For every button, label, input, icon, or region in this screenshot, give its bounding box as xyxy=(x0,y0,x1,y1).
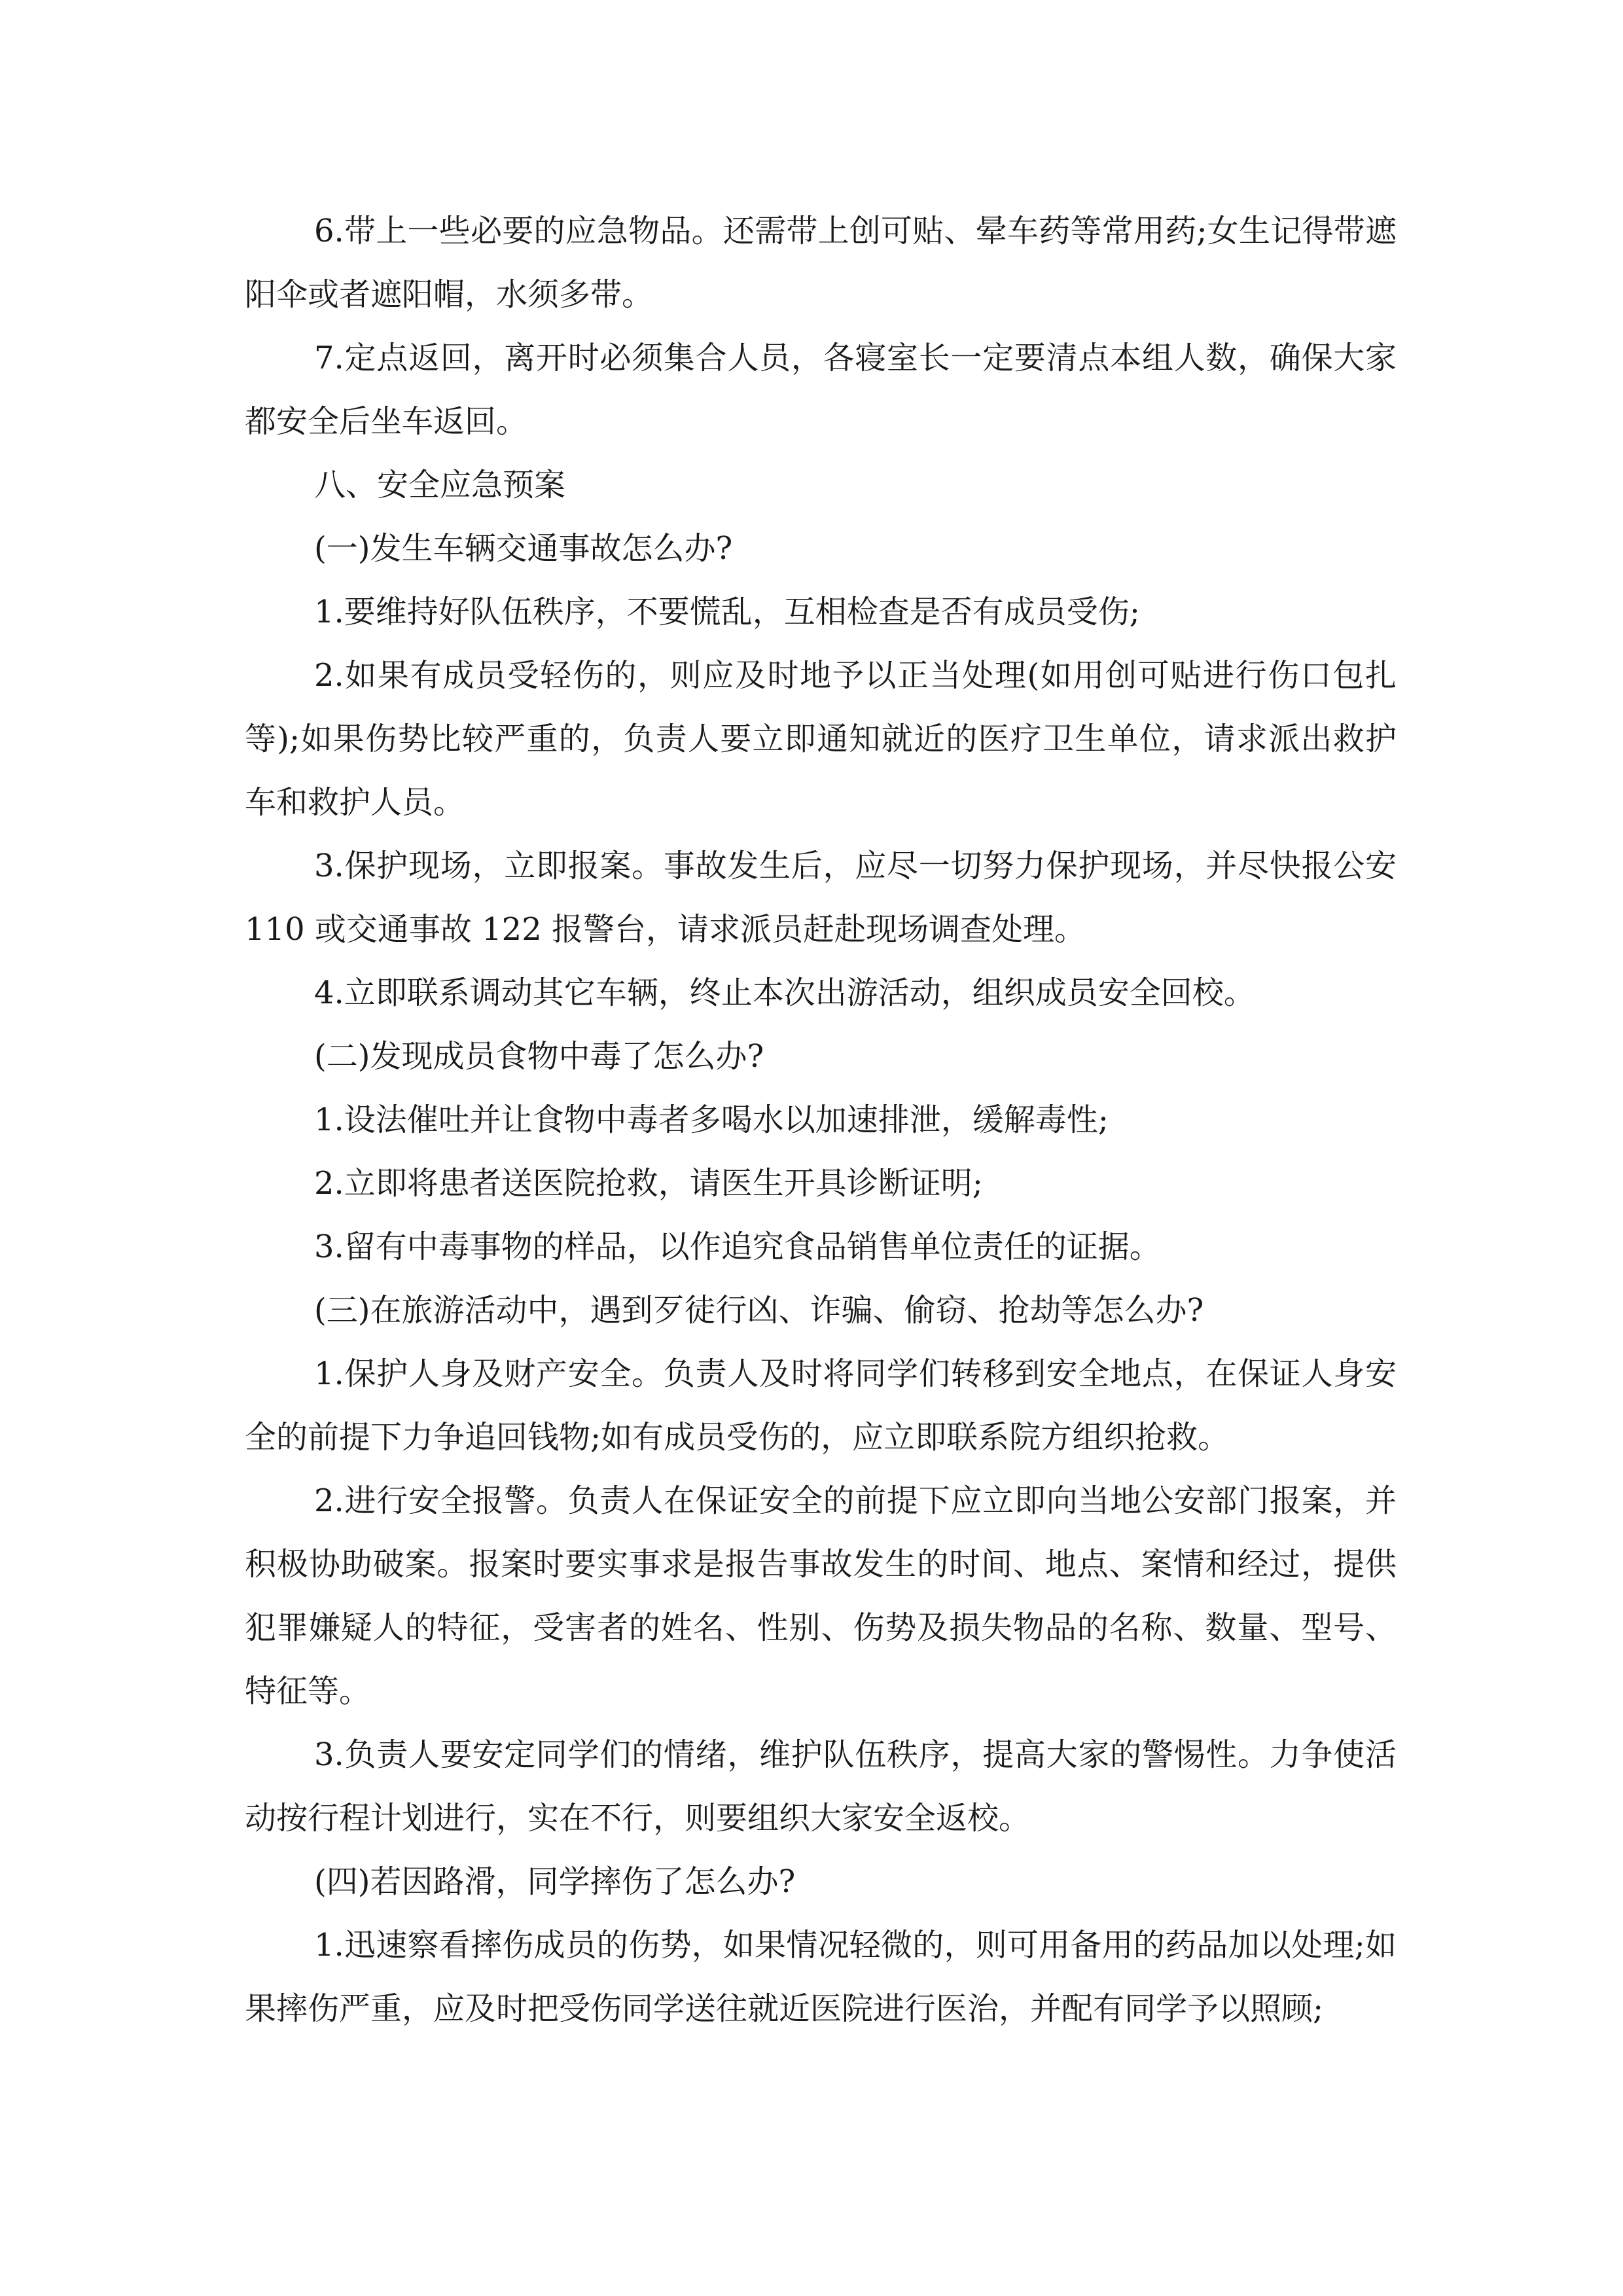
paragraph-traffic-3: 3.保护现场，立即报案。事故发生后，应尽一切努力保护现场，并尽快报公安 110 或交通事故 122 报警台，请求派员赶赴现场调查处理。 xyxy=(245,848,1397,948)
paragraph-traffic-1: 1.要维持好队伍秩序，不要慌乱，互相检查是否有成员受伤; xyxy=(314,594,1140,630)
paragraph-item-7: 7.定点返回，离开时必须集合人员，各寝室长一定要清点本组人数，确保大家都安全后坐车返回。 xyxy=(245,340,1397,440)
paragraph-item-6: 6.带上一些必要的应急物品。还需带上创可贴、晕车药等常用药;女生记得带遮阳伞或者遮阳帽，水须多带。 xyxy=(245,213,1397,313)
subsection-heading-4: (四)若因路滑，同学摔伤了怎么办? xyxy=(314,1863,796,1900)
document-body xyxy=(245,200,1397,2041)
paragraph-traffic-2: 2.如果有成员受轻伤的，则应及时地予以正当处理(如用创可贴进行伤口包扎等);如果伤势比较严重的，负责人要立即通知就近的医疗卫生单位，请求派出救护车和救护人员。 xyxy=(245,657,1397,821)
subsection-heading-1: (一)发生车辆交通事故怎么办? xyxy=(314,530,733,567)
subsection-heading-2: (二)发现成员食物中毒了怎么办? xyxy=(314,1038,764,1075)
paragraph-crime-1: 1.保护人身及财产安全。负责人及时将同学们转移到安全地点，在保证人身安全的前提下力争追回钱物;如有成员受伤的，应立即联系院方组织抢救。 xyxy=(245,1355,1397,1456)
paragraph-injury-1: 1.迅速察看摔伤成员的伤势，如果情况轻微的，则可用备用的药品加以处理;如果摔伤严重，应及时把受伤同学送往就近医院进行医治，并配有同学予以照顾; xyxy=(245,1927,1397,2027)
paragraph-poison-2: 2.立即将患者送医院抢救，请医生开具诊断证明; xyxy=(314,1165,983,1202)
paragraph-crime-2: 2.进行安全报警。负责人在保证安全的前提下应立即向当地公安部门报案，并积极协助破案。报案时要实事求是报告事故发生的时间、地点、案情和经过，提供犯罪嫌疑人的特征，受害者的姓名、性别、伤势及损失物品的名称、数量、型号、特征等。 xyxy=(245,1482,1397,1710)
section-heading-8: 八、安全应急预案 xyxy=(314,467,566,503)
paragraph-traffic-4: 4.立即联系调动其它车辆，终止本次出游活动，组织成员安全回校。 xyxy=(314,975,1255,1011)
subsection-heading-3: (三)在旅游活动中，遇到歹徒行凶、诈骗、偷窃、抢劫等怎么办? xyxy=(314,1292,1204,1329)
paragraph-poison-1: 1.设法催吐并让食物中毒者多喝水以加速排泄，缓解毒性; xyxy=(314,1102,1109,1138)
paragraph-poison-3: 3.留有中毒事物的样品，以作追究食品销售单位责任的证据。 xyxy=(314,1229,1161,1265)
paragraph-crime-3: 3.负责人要安定同学们的情绪，维护队伍秩序，提高大家的警惕性。力争使活动按行程计划进行，实在不行，则要组织大家安全返校。 xyxy=(245,1736,1397,1837)
